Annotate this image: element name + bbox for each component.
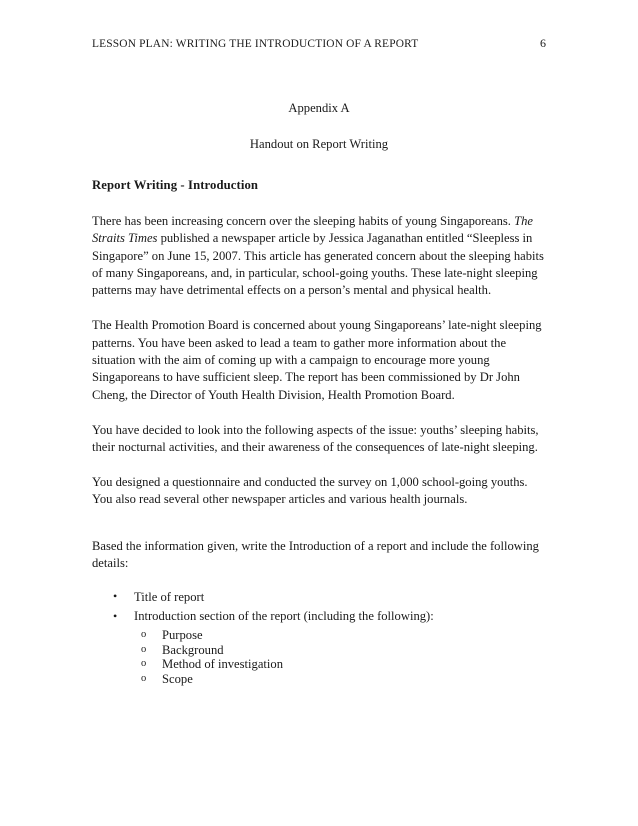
appendix-label: Appendix A: [288, 101, 350, 115]
paragraph-1-part-2: published a newspaper article by Jessica Jaganathan entitled “Sleepless in Singapore” on June 15, 2007. This article has generated concern about the sleeping habits of many Singaporeans, and, in particular, school-going youths. These late-night sleeping patterns may have detrimental effects on a person’s mental and physical health.: [92, 231, 544, 298]
sub-list-container: [92, 628, 546, 686]
list-item: [92, 608, 546, 626]
running-header: [92, 36, 546, 51]
paragraph-4: You designed a questionnaire and conducted the survey on 1,000 school-going youths. You also read several other newspaper articles and various health journals.: [92, 474, 528, 506]
instruction-paragraph: Based the information given, write the Introduction of a report and include the following details:: [92, 539, 539, 571]
list-item-label: Scope: [162, 671, 193, 686]
circle-bullet-icon: o: [141, 628, 147, 640]
list-item: [134, 628, 546, 643]
list-item-label: Purpose: [162, 627, 203, 642]
list-item: [134, 657, 546, 672]
paragraph-3: You have decided to look into the following aspects of the issue: youths’ sleeping habits, their nocturnal activities, and their awareness of the consequences of late-night sleeping.: [92, 422, 539, 455]
list-item-label: Introduction section of the report (including the following):: [134, 609, 434, 624]
document-body: [92, 100, 546, 686]
paragraph-2: The Health Promotion Board is concerned about young Singaporeans’ late-night sleeping patterns. You have been asked to lead a team to gather more information about the situation with the aim of coming up with a campaign to encourage more young Singaporeans to have sufficient sleep. The report has been commissioned by Dr John Cheng, the Director of Youth Health Division, Health Promotion Board.: [92, 318, 542, 402]
list-item-label: Background: [162, 642, 224, 657]
requirements-list: [92, 589, 546, 626]
list-item-label: Method of investigation: [162, 657, 284, 672]
list-item-label: Title of report: [134, 589, 205, 604]
circle-bullet-icon: o: [141, 643, 147, 655]
list-item: [92, 589, 546, 607]
handout-title: Handout on Report Writing: [249, 137, 389, 151]
newspaper-title-italic: The Straits Times: [92, 214, 533, 246]
bullet-marker-icon: •: [113, 589, 118, 604]
list-item: [134, 672, 546, 687]
section-heading: Report Writing - Introduction: [92, 178, 259, 192]
list-item: [134, 643, 546, 658]
paragraph-1: [92, 213, 546, 299]
header-title: LESSON PLAN: WRITING THE INTRODUCTION OF A REPORT: [92, 38, 419, 50]
page-number: 6: [540, 36, 546, 50]
introduction-components-list: [134, 628, 546, 686]
circle-bullet-icon: o: [141, 672, 147, 684]
bullet-marker-icon: •: [113, 608, 118, 623]
circle-bullet-icon: o: [141, 658, 147, 670]
paragraph-1-part-1: There has been increasing concern over the sleeping habits of young Singaporeans.: [92, 214, 515, 228]
